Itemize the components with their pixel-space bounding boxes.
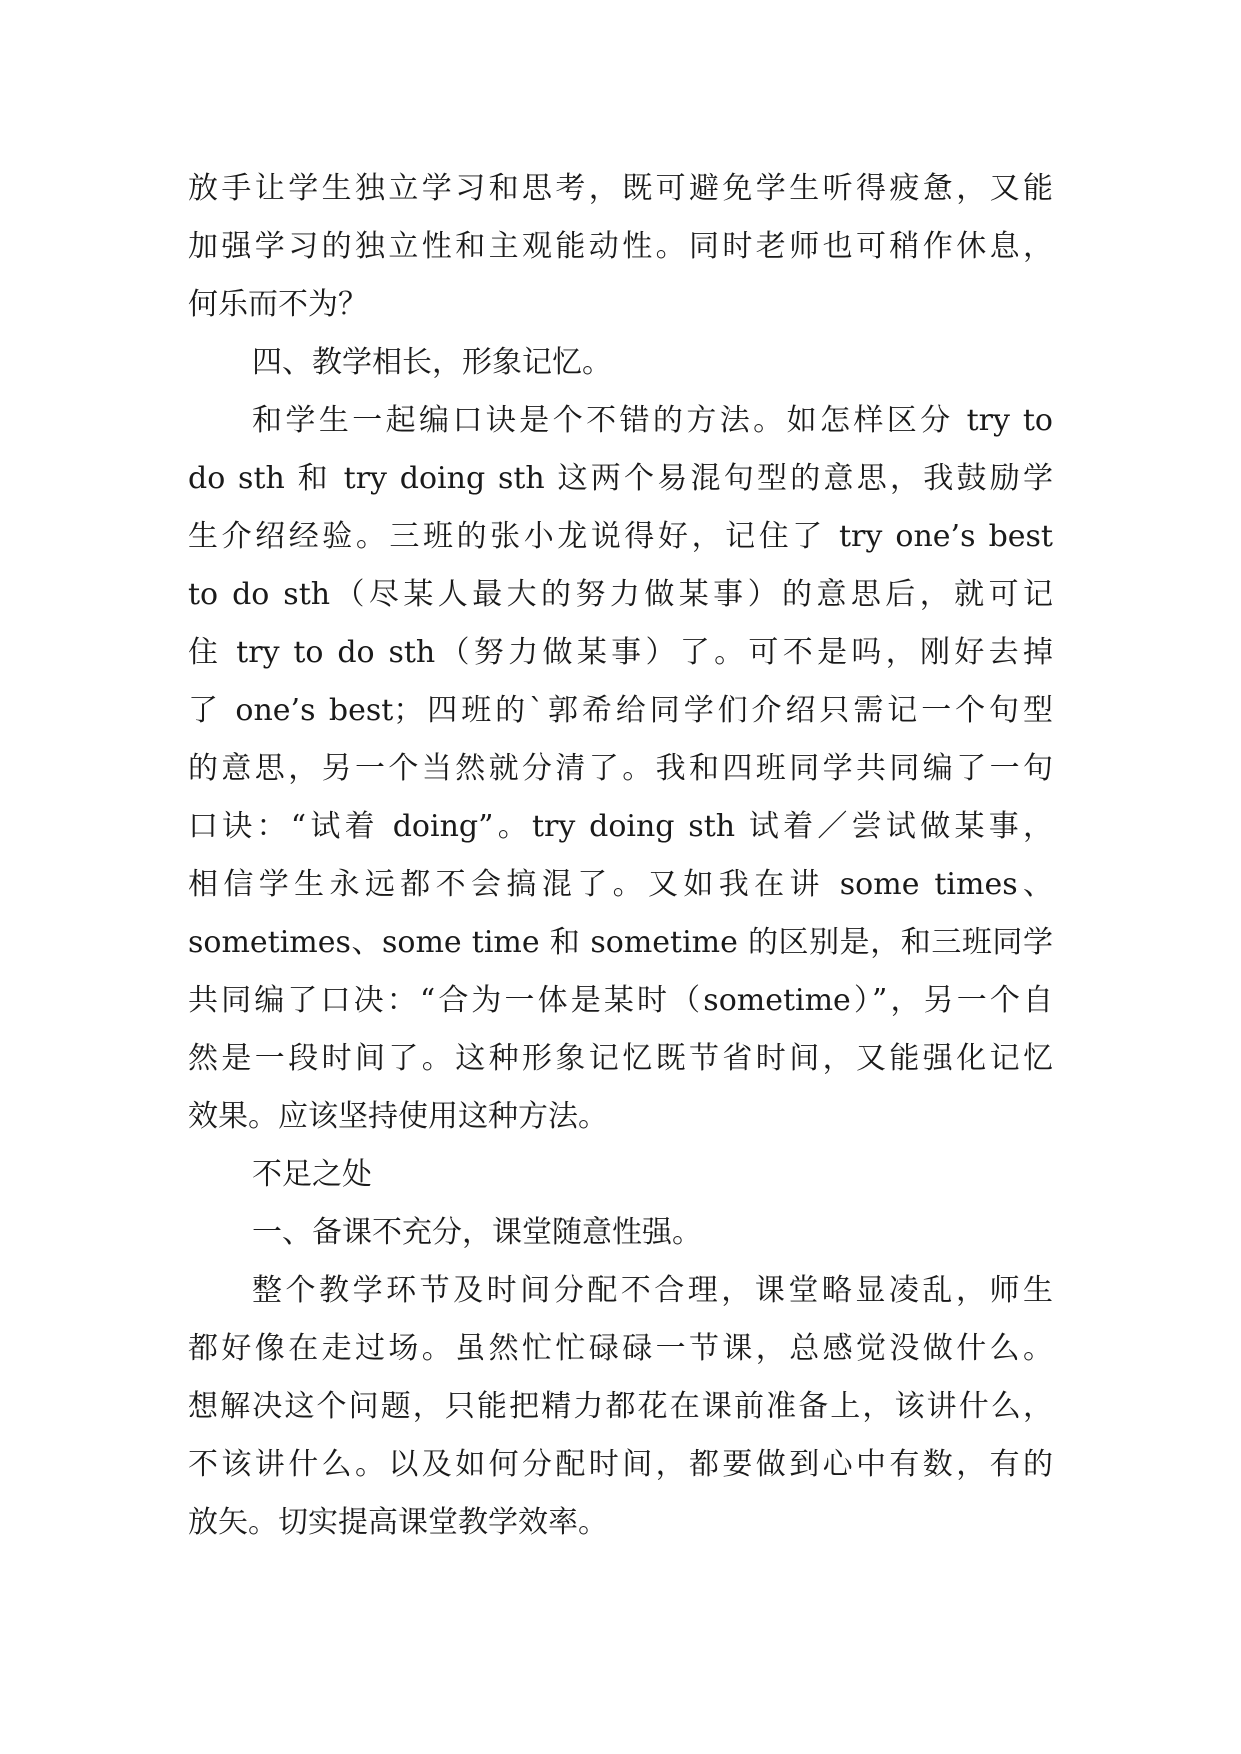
text-line: 了 one’s best；四班的`郭希给同学们介绍只需记一个句型 (188, 693, 1053, 728)
section-heading: 四、教学相长，形象记忆。 (252, 345, 612, 380)
text-line: 然是一段时间了。这种形象记忆既节省时间，又能强化记忆 (188, 1041, 1053, 1076)
text-line: 效果。应该坚持使用这种方法。 (188, 1099, 608, 1134)
text-line: 都好像在走过场。虽然忙忙碌碌一节课，总感觉没做什么。 (188, 1331, 1053, 1366)
text-line: 想解决这个问题，只能把精力都花在课前准备上，该讲什么， (188, 1389, 1053, 1424)
text-line: 放矢。切实提高课堂教学效率。 (188, 1505, 608, 1540)
text-line: 何乐而不为？ (188, 287, 368, 322)
text-line: 口诀：“试着 doing”。try doing sth 试着／尝试做某事， (188, 809, 1053, 844)
body-text (188, 160, 1053, 1552)
text-line: 不该讲什么。以及如何分配时间，都要做到心中有数，有的 (188, 1447, 1053, 1482)
text-line: 的意思，另一个当然就分清了。我和四班同学共同编了一句 (188, 751, 1053, 786)
text-line: 生介绍经验。三班的张小龙说得好，记住了 try one’s best (188, 519, 1053, 554)
text-line: to do sth（尽某人最大的努力做某事）的意思后，就可记 (188, 577, 1053, 612)
text-line: do sth 和 try doing sth 这两个易混句型的意思，我鼓励学 (188, 461, 1053, 496)
text-line: sometimes、some time 和 sometime 的区别是，和三班同学 (188, 925, 1053, 960)
text-line: 和学生一起编口诀是个不错的方法。如怎样区分 try to (252, 403, 1053, 438)
text-line: 住 try to do sth（努力做某事）了。可不是吗，刚好去掉 (188, 635, 1053, 670)
section-heading: 一、备课不充分，课堂随意性强。 (252, 1215, 702, 1250)
text-line: 放手让学生独立学习和思考，既可避免学生听得疲惫，又能 (188, 171, 1053, 206)
text-line: 整个教学环节及时间分配不合理，课堂略显凌乱，师生 (252, 1273, 1053, 1308)
text-line: 相信学生永远都不会搞混了。又如我在讲 some times、 (188, 867, 1053, 902)
text-line: 加强学习的独立性和主观能动性。同时老师也可稍作休息， (188, 229, 1053, 264)
text-line: 共同编了口决：“合为一体是某时（sometime）”，另一个自 (188, 983, 1053, 1018)
section-heading: 不足之处 (252, 1157, 372, 1192)
